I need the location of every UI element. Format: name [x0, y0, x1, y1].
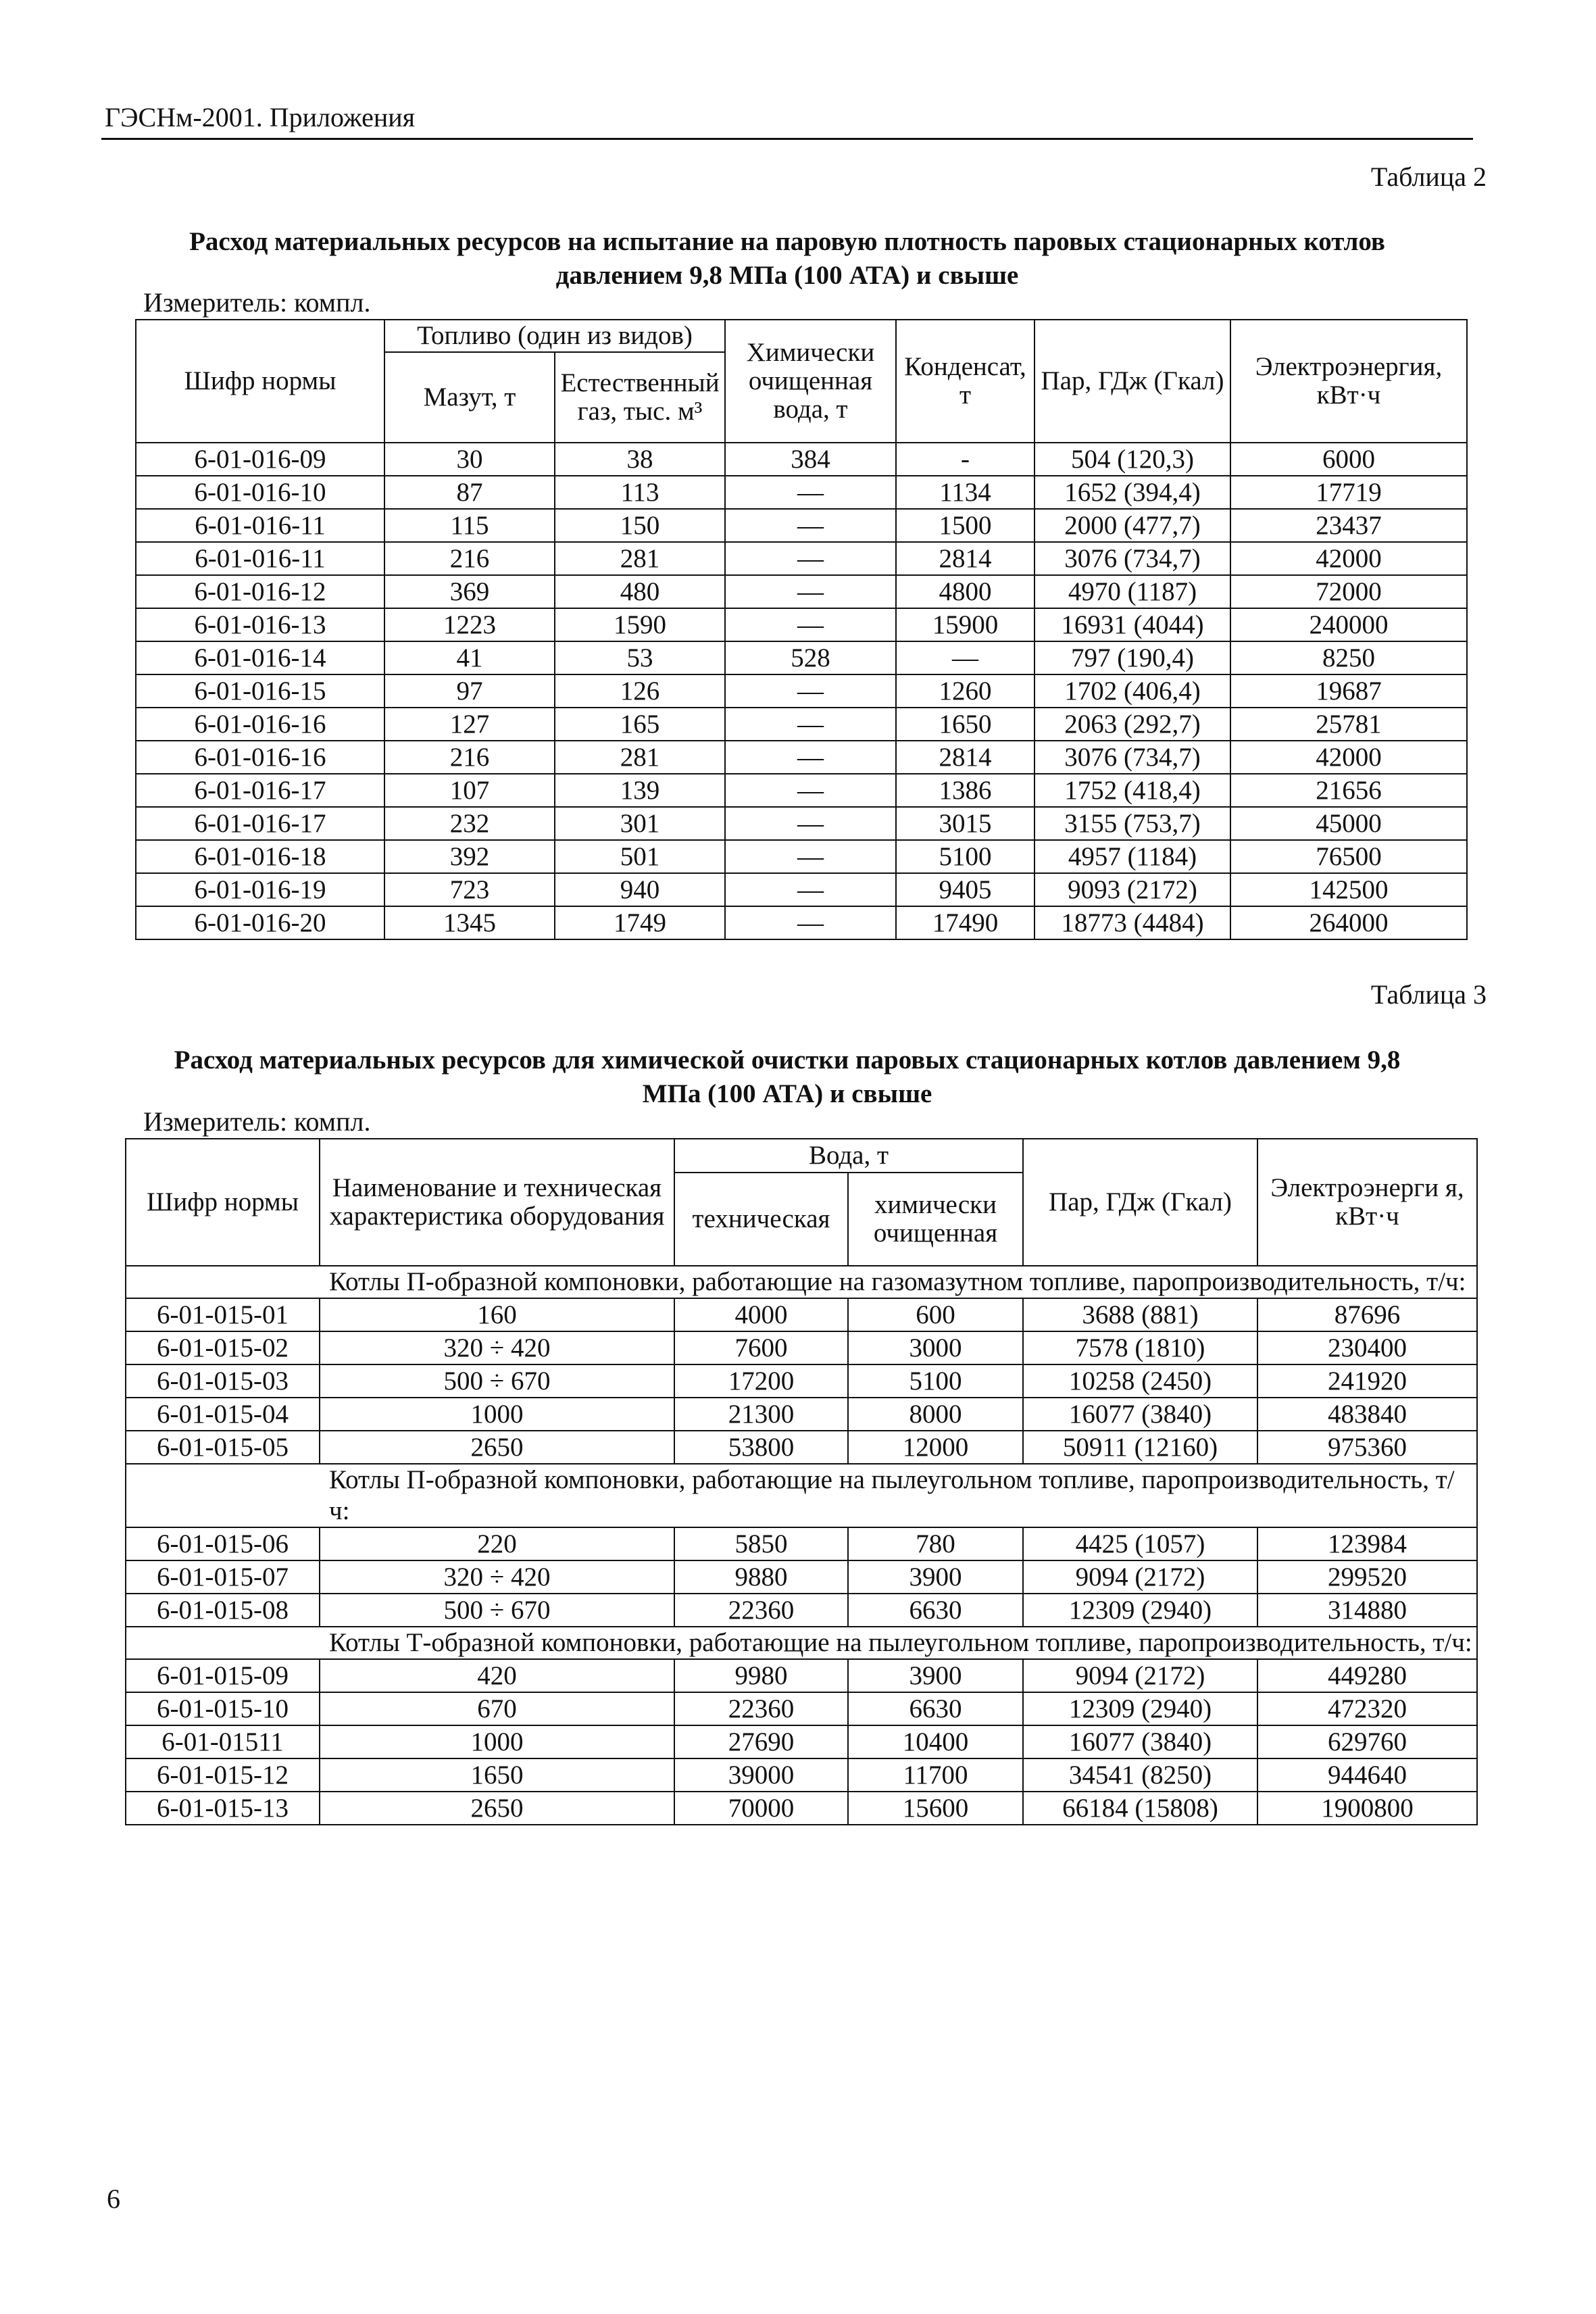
table-cell: 241920: [1257, 1364, 1477, 1398]
table-cell: 1900800: [1257, 1792, 1477, 1825]
table-cell: 18773 (4484): [1034, 906, 1230, 939]
table-row: [136, 674, 1467, 708]
table-cell: 17490: [896, 906, 1034, 939]
table-cell: 113: [555, 476, 725, 509]
table-cell: 723: [384, 873, 555, 906]
table-cell: 3015: [896, 807, 1034, 840]
table-cell: 25781: [1230, 708, 1467, 741]
table-cell: 1260: [896, 674, 1034, 708]
table-row: [136, 575, 1467, 608]
table-row: [136, 774, 1467, 807]
table-cell: 42000: [1230, 542, 1467, 575]
table3-title-line1: Расход материальных ресурсов для химической очистки паровых стационарных котлов давлением 9,8: [174, 1045, 1401, 1075]
table-cell: 3076 (734,7): [1034, 741, 1230, 774]
header-rule: [101, 138, 1473, 140]
table-cell: 11700: [848, 1758, 1023, 1792]
table-cell: 1500: [896, 509, 1034, 542]
table-cell: —: [725, 575, 896, 608]
table-cell: 39000: [674, 1758, 848, 1792]
table-cell: 1752 (418,4): [1034, 774, 1230, 807]
table-cell: 240000: [1230, 608, 1467, 641]
table-cell: 6-01-015-09: [126, 1659, 320, 1692]
table-cell: 6630: [848, 1594, 1023, 1627]
table-cell: 500 ÷ 670: [320, 1594, 674, 1627]
table-cell: —: [725, 840, 896, 873]
table-cell: 3155 (753,7): [1034, 807, 1230, 840]
table-row: [126, 1758, 1477, 1792]
table-cell: 1134: [896, 476, 1034, 509]
table-cell: 1000: [320, 1398, 674, 1431]
table-cell: —: [725, 741, 896, 774]
table-cell: 66184 (15808): [1023, 1792, 1257, 1825]
table3-body: [126, 1266, 1477, 1825]
t3-col-power: Электроэнерги я, кВт·ч: [1257, 1139, 1477, 1266]
table-cell: 19687: [1230, 674, 1467, 708]
table-cell: 4970 (1187): [1034, 575, 1230, 608]
t2-col-fuel-group: Топливо (один из видов): [384, 320, 725, 352]
table-cell: 15900: [896, 608, 1034, 641]
table-cell: 21300: [674, 1398, 848, 1431]
table2-unit: Измеритель: компл.: [143, 287, 371, 318]
table-row: [136, 641, 1467, 674]
table-cell: 38: [555, 443, 725, 476]
table-cell: 4800: [896, 575, 1034, 608]
table-cell: 629760: [1257, 1725, 1477, 1758]
table-cell: 87696: [1257, 1298, 1477, 1331]
table-cell: 5100: [896, 840, 1034, 873]
group-title: Котлы Т-образной компоновки, работающие на пылеугольном топливе, паропроизводительность, т/ч:: [126, 1627, 1477, 1659]
table-cell: 16077 (3840): [1023, 1398, 1257, 1431]
table-cell: —: [725, 906, 896, 939]
table-cell: 281: [555, 741, 725, 774]
table-cell: 7600: [674, 1331, 848, 1364]
table-cell: 1702 (406,4): [1034, 674, 1230, 708]
table-cell: 528: [725, 641, 896, 674]
t3-col-technical: техническая: [674, 1173, 848, 1266]
table-row: [136, 542, 1467, 575]
group-title: Котлы П-образной компоновки, работающие на газомазутном топливе, паропроизводительность, т/ч:: [126, 1266, 1477, 1298]
table-row: [126, 1560, 1477, 1594]
table-cell: 160: [320, 1298, 674, 1331]
table-cell: 22360: [674, 1692, 848, 1725]
t3-col-code: Шифр нормы: [126, 1139, 320, 1266]
table-cell: 2063 (292,7): [1034, 708, 1230, 741]
table-cell: 3688 (881): [1023, 1298, 1257, 1331]
table-cell: 797 (190,4): [1034, 641, 1230, 674]
table-row: [126, 1431, 1477, 1464]
table-cell: 299520: [1257, 1560, 1477, 1594]
group-row: [126, 1266, 1477, 1298]
table-cell: 975360: [1257, 1431, 1477, 1464]
table-cell: 27690: [674, 1725, 848, 1758]
table-cell: 1652 (394,4): [1034, 476, 1230, 509]
t3-col-equipment: Наименование и техническая характеристика оборудования: [320, 1139, 674, 1266]
table2-title-line1: Расход материальных ресурсов на испытание на паровую плотность паровых стационарных котлов: [189, 227, 1385, 256]
table-row: [136, 840, 1467, 873]
table-cell: —: [725, 509, 896, 542]
t2-col-steam: Пар, ГДж (Гкал): [1034, 320, 1230, 443]
table-cell: 6-01-016-11: [136, 509, 384, 542]
table-cell: 6-01-016-19: [136, 873, 384, 906]
t2-col-code: Шифр нормы: [136, 320, 384, 443]
table-cell: 53800: [674, 1431, 848, 1464]
table-cell: 9094 (2172): [1023, 1560, 1257, 1594]
table-cell: 45000: [1230, 807, 1467, 840]
table-cell: 9094 (2172): [1023, 1659, 1257, 1692]
table-cell: 7578 (1810): [1023, 1331, 1257, 1364]
table-cell: 6-01-01511: [126, 1725, 320, 1758]
table-row: [126, 1364, 1477, 1398]
table-cell: 22360: [674, 1594, 848, 1627]
table-cell: 1000: [320, 1725, 674, 1758]
table-cell: 232: [384, 807, 555, 840]
table-cell: 15600: [848, 1792, 1023, 1825]
table-cell: —: [725, 542, 896, 575]
table-cell: —: [725, 476, 896, 509]
table-cell: 10258 (2450): [1023, 1364, 1257, 1398]
table-cell: 126: [555, 674, 725, 708]
table-cell: 6-01-016-20: [136, 906, 384, 939]
table-cell: 6-01-016-11: [136, 542, 384, 575]
t2-col-mazut: Мазут, т: [384, 352, 555, 443]
table-cell: 281: [555, 542, 725, 575]
table-cell: 392: [384, 840, 555, 873]
table-cell: 6-01-016-09: [136, 443, 384, 476]
table-cell: 9093 (2172): [1034, 873, 1230, 906]
table-cell: 2650: [320, 1431, 674, 1464]
table-row: [126, 1527, 1477, 1560]
table-cell: —: [725, 873, 896, 906]
table-cell: 301: [555, 807, 725, 840]
table-cell: 5850: [674, 1527, 848, 1560]
table-row: [136, 476, 1467, 509]
t2-col-power: Электроэнергия, кВт·ч: [1230, 320, 1467, 443]
table-row: [126, 1659, 1477, 1692]
table-cell: 6-01-015-01: [126, 1298, 320, 1331]
table-cell: 72000: [1230, 575, 1467, 608]
table-cell: 670: [320, 1692, 674, 1725]
table-cell: 6630: [848, 1692, 1023, 1725]
table-cell: 6-01-015-07: [126, 1560, 320, 1594]
table3-unit: Измеритель: компл.: [143, 1106, 371, 1137]
table-cell: -: [896, 443, 1034, 476]
table-cell: 1650: [320, 1758, 674, 1792]
table-cell: 8250: [1230, 641, 1467, 674]
table-cell: 6-01-016-17: [136, 774, 384, 807]
table-row: [126, 1725, 1477, 1758]
table-cell: 6-01-015-05: [126, 1431, 320, 1464]
group-row: [126, 1464, 1477, 1527]
table-cell: 6-01-016-16: [136, 708, 384, 741]
table-cell: 4425 (1057): [1023, 1527, 1257, 1560]
table-row: [136, 708, 1467, 741]
table-cell: 6000: [1230, 443, 1467, 476]
table-cell: —: [725, 708, 896, 741]
table-cell: 384: [725, 443, 896, 476]
table-cell: —: [896, 641, 1034, 674]
group-row: [126, 1627, 1477, 1659]
table-cell: 216: [384, 741, 555, 774]
table-cell: 5100: [848, 1364, 1023, 1398]
table-row: [136, 741, 1467, 774]
table-cell: 6-01-015-12: [126, 1758, 320, 1792]
table-cell: 500 ÷ 670: [320, 1364, 674, 1398]
table-cell: —: [725, 774, 896, 807]
page-number: 6: [107, 2184, 120, 2214]
running-header: ГЭСНм-2001. Приложения: [105, 102, 416, 132]
table-cell: 220: [320, 1527, 674, 1560]
table-cell: 314880: [1257, 1594, 1477, 1627]
table-row: [136, 509, 1467, 542]
table-row: [126, 1594, 1477, 1627]
table-cell: 16077 (3840): [1023, 1725, 1257, 1758]
table-cell: 944640: [1257, 1758, 1477, 1792]
table-cell: 6-01-016-12: [136, 575, 384, 608]
table-cell: 320 ÷ 420: [320, 1560, 674, 1594]
table-cell: 449280: [1257, 1659, 1477, 1692]
table2-label: Таблица 2: [1370, 162, 1487, 192]
table-cell: 142500: [1230, 873, 1467, 906]
table-cell: —: [725, 608, 896, 641]
table-cell: 123984: [1257, 1527, 1477, 1560]
table-row: [126, 1398, 1477, 1431]
table-cell: 2814: [896, 542, 1034, 575]
table-cell: 6-01-015-06: [126, 1527, 320, 1560]
table2-title-line2: давлением 9,8 МПа (100 АТА) и свыше: [555, 261, 1019, 290]
table-cell: 3076 (734,7): [1034, 542, 1230, 575]
table-row: [126, 1792, 1477, 1825]
table-cell: 6-01-015-08: [126, 1594, 320, 1627]
table-row: [136, 906, 1467, 939]
table-cell: 6-01-016-14: [136, 641, 384, 674]
table3-title-line2: МПа (100 АТА) и свыше: [642, 1079, 932, 1108]
table-cell: 1650: [896, 708, 1034, 741]
table-cell: 2000 (477,7): [1034, 509, 1230, 542]
table-cell: 6-01-016-16: [136, 741, 384, 774]
table2: [135, 319, 1468, 940]
table-cell: 3000: [848, 1331, 1023, 1364]
table-cell: 1386: [896, 774, 1034, 807]
table-row: [126, 1692, 1477, 1725]
table-cell: 483840: [1257, 1398, 1477, 1431]
t2-col-chem-water: Химически очищенная вода, т: [725, 320, 896, 443]
table-cell: 501: [555, 840, 725, 873]
table-cell: 9405: [896, 873, 1034, 906]
table-cell: 139: [555, 774, 725, 807]
table-cell: 472320: [1257, 1692, 1477, 1725]
table-cell: 17719: [1230, 476, 1467, 509]
table-cell: 150: [555, 509, 725, 542]
table-cell: 10400: [848, 1725, 1023, 1758]
table2-body: [136, 443, 1467, 939]
table-cell: 53: [555, 641, 725, 674]
table-cell: 3900: [848, 1659, 1023, 1692]
table-cell: 6-01-016-15: [136, 674, 384, 708]
table-cell: 6-01-016-10: [136, 476, 384, 509]
table-cell: 420: [320, 1659, 674, 1692]
table-cell: 780: [848, 1527, 1023, 1560]
table-cell: 23437: [1230, 509, 1467, 542]
table3-label: Таблица 3: [1370, 979, 1487, 1010]
table-cell: 1223: [384, 608, 555, 641]
table-cell: 6-01-016-13: [136, 608, 384, 641]
table-cell: 3900: [848, 1560, 1023, 1594]
table-cell: 21656: [1230, 774, 1467, 807]
table-cell: 34541 (8250): [1023, 1758, 1257, 1792]
table-cell: 12309 (2940): [1023, 1692, 1257, 1725]
group-title: Котлы П-образной компоновки, работающие на пылеугольном топливе, паропроизводительность, т/ч:: [126, 1464, 1477, 1527]
table-cell: 230400: [1257, 1331, 1477, 1364]
table-cell: 8000: [848, 1398, 1023, 1431]
table-cell: 41: [384, 641, 555, 674]
table-cell: 2650: [320, 1792, 674, 1825]
table-cell: 115: [384, 509, 555, 542]
table-cell: 30: [384, 443, 555, 476]
table-cell: 264000: [1230, 906, 1467, 939]
table-cell: 12309 (2940): [1023, 1594, 1257, 1627]
table-cell: —: [725, 674, 896, 708]
table-cell: 6-01-016-17: [136, 807, 384, 840]
table-cell: 9980: [674, 1659, 848, 1692]
t2-col-condensate: Конденсат, т: [896, 320, 1034, 443]
table-cell: 1345: [384, 906, 555, 939]
table-cell: 6-01-015-04: [126, 1398, 320, 1431]
table-cell: 50911 (12160): [1023, 1431, 1257, 1464]
table3: [125, 1138, 1478, 1825]
table-cell: 76500: [1230, 840, 1467, 873]
table-cell: 127: [384, 708, 555, 741]
table-cell: 4957 (1184): [1034, 840, 1230, 873]
table-cell: 6-01-015-10: [126, 1692, 320, 1725]
t3-col-steam: Пар, ГДж (Гкал): [1023, 1139, 1257, 1266]
table-row: [136, 873, 1467, 906]
table-cell: 17200: [674, 1364, 848, 1398]
table-cell: 369: [384, 575, 555, 608]
table-row: [136, 807, 1467, 840]
table-cell: 600: [848, 1298, 1023, 1331]
table-cell: 504 (120,3): [1034, 443, 1230, 476]
table-cell: 16931 (4044): [1034, 608, 1230, 641]
table-cell: 107: [384, 774, 555, 807]
table-row: [126, 1331, 1477, 1364]
table-cell: 97: [384, 674, 555, 708]
table-cell: 70000: [674, 1792, 848, 1825]
table-cell: 6-01-015-02: [126, 1331, 320, 1364]
table-cell: 6-01-015-03: [126, 1364, 320, 1398]
table-cell: 480: [555, 575, 725, 608]
table-cell: 2814: [896, 741, 1034, 774]
table-cell: 1590: [555, 608, 725, 641]
table-cell: 87: [384, 476, 555, 509]
table-cell: 940: [555, 873, 725, 906]
table-cell: 42000: [1230, 741, 1467, 774]
table-row: [126, 1298, 1477, 1331]
table-cell: 12000: [848, 1431, 1023, 1464]
table-row: [136, 608, 1467, 641]
t3-col-water-group: Вода, т: [674, 1139, 1023, 1173]
t2-col-gas: Естественный газ, тыс. м³: [555, 352, 725, 443]
table-cell: 320 ÷ 420: [320, 1331, 674, 1364]
t3-col-chemical: химически очищенная: [848, 1173, 1023, 1266]
table-cell: 6-01-015-13: [126, 1792, 320, 1825]
table-row: [136, 443, 1467, 476]
table-cell: 1749: [555, 906, 725, 939]
table-cell: 165: [555, 708, 725, 741]
table-cell: 216: [384, 542, 555, 575]
table-cell: 4000: [674, 1298, 848, 1331]
table-cell: 9880: [674, 1560, 848, 1594]
table-cell: 6-01-016-18: [136, 840, 384, 873]
table-cell: —: [725, 807, 896, 840]
